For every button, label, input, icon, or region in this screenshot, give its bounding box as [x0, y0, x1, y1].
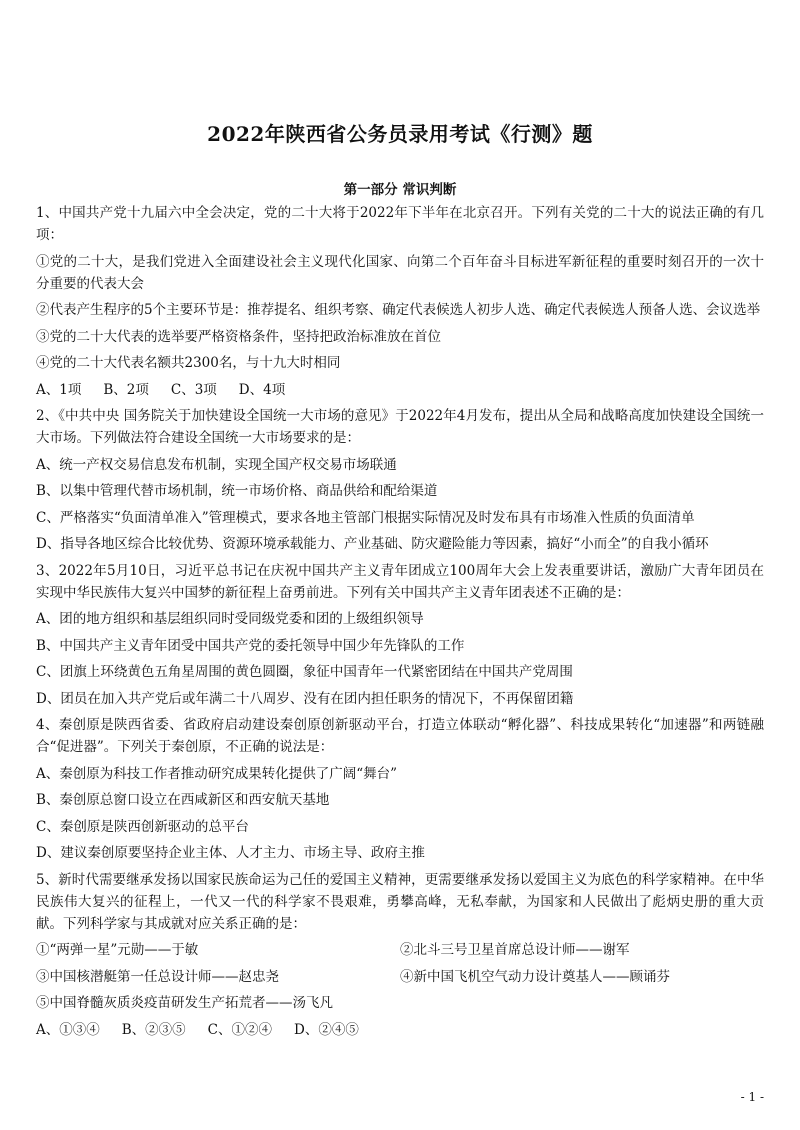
question-1-option-a: A、1项	[36, 381, 82, 398]
questions-body	[36, 202, 764, 1045]
question-5-statement-3: ③中国核潜艇第一任总设计师——赵忠尧	[36, 968, 279, 985]
question-4-stem: 4、秦创原是陕西省委、省政府启动建设秦创原创新驱动平台，打造立体联动“孵化器”、科技成果转化“加速器”和两链融合“促进器”。下列关于秦创原，不正确的说法是：	[36, 717, 764, 755]
question-3-option-a: A、团的地方组织和基层组织同时受同级党委和团的上级组织领导	[36, 611, 424, 627]
question-3-option-c: C、团旗上环绕黄色五角星周围的黄色圆圈，象征中国青年一代紧密团结在中国共产党周围	[36, 664, 573, 680]
question-2-option-a: A、统一产权交易信息发布机制，实现全国产权交易市场联通	[36, 456, 397, 473]
question-3-option-b: B、中国共产主义青年团受中国共产党的委托领导中国少年先锋队的工作	[36, 637, 465, 654]
question-1-statement-1: ①党的二十大，是我们党进入全面建设社会主义现代化国家、向第二个百年奋斗目标进军新征程的重要时刻召开的一次十分重要的代表大会	[36, 253, 764, 292]
question-1-statement-2: ②代表产生程序的5个主要环节是：推荐提名、组织考察、确定代表候选人初步人选、确定代表候选人预备人选、会议选举	[36, 302, 761, 318]
page-number: - 1 -	[740, 1090, 764, 1104]
question-4-option-a: A、秦创原为科技工作者推动研究成果转化提供了广阔“舞台”	[36, 765, 398, 782]
question-2-option-c: C、严格落实“负面清单准入”管理模式，要求各地主管部门根据实际情况及时发布具有市场准入性质的负面清单	[36, 509, 695, 526]
question-1-statement-4: ④党的二十大代表名额共2300名，与十九大时相同	[36, 355, 341, 371]
question-5-statement-1: ①“两弹一星”元勋——于敏	[36, 942, 199, 958]
question-2-option-b: B、以集中管理代替市场机制，统一市场价格、商品供给和配给渠道	[36, 483, 438, 499]
question-5-options	[36, 1019, 764, 1041]
question-5-option-d: D、②④⑤	[294, 1021, 359, 1038]
question-1-option-d: D、4项	[238, 381, 286, 398]
section-heading: 第一部分 常识判断	[343, 182, 457, 198]
question-5-statement-5: ⑤中国脊髓灰质炎疫苗研发生产拓荒者——汤飞凡	[36, 995, 333, 1011]
question-5-option-a: A、①③④	[36, 1021, 100, 1038]
question-1-option-c: C、3项	[170, 381, 217, 398]
question-5-statement-4: ④新中国飞机空气动力设计奠基人——顾诵芬	[400, 968, 670, 985]
question-5-option-c: C、①②④	[207, 1021, 273, 1038]
question-2-stem: 2、《中共中央 国务院关于加快建设全国统一大市场的意见》于2022年4月发布，提出从全局和战略高度加快建设全国统一大市场。下列做法符合建设全国统一大市场要求的是：	[36, 408, 764, 446]
question-5-option-b: B、②③⑤	[121, 1021, 186, 1038]
question-4-option-b: B、秦创原总窗口设立在西咸新区和西安航天基地	[36, 792, 330, 808]
question-1-stem: 1、中国共产党十九届六中全会决定，党的二十大将于2022年下半年在北京召开。下列有关党的二十大的说法正确的有几项：	[36, 205, 764, 243]
question-4-option-c: C、秦创原是陕西创新驱动的总平台	[36, 818, 249, 835]
question-5-statements	[36, 939, 764, 988]
question-1-options	[36, 379, 764, 401]
question-5-statement-2: ②北斗三号卫星首席总设计师——谢军	[400, 942, 630, 958]
page-title: 2022年陕西省公务员录用考试《行测》题	[207, 122, 593, 146]
question-1-option-b: B、2项	[103, 381, 149, 398]
question-1-statement-3: ③党的二十大代表的选举要严格资格条件，坚持把政治标准放在首位	[36, 328, 441, 345]
question-3-option-d: D、团员在加入共产党后或年满二十八周岁、没有在团内担任职务的情况下，不再保留团籍	[36, 690, 574, 707]
question-5-stem: 5、新时代需要继承发扬以国家民族命运为己任的爱国主义精神，更需要继承发扬以爱国主义为底色的科学家精神。在中华民族伟大复兴的征程上，一代又一代的科学家不畏艰难，勇攀高峰，无私奉献，为国家和人民做出了彪炳史册的重大贡献。下列科学家与其成就对应关系正确的是：	[36, 871, 764, 932]
question-2-option-d: D、指导各地区综合比较优势、资源环境承载能力、产业基础、防灾避险能力等因素，搞好“小而全”的自我小循环	[36, 536, 709, 552]
question-4-option-d: D、建议秦创原要坚持企业主体、人才主力、市场主导、政府主推	[36, 845, 425, 861]
question-3-stem: 3、2022年5月10日，习近平总书记在庆祝中国共产主义青年团成立100周年大会上发表重要讲话，激励广大青年团员在实现中华民族伟大复兴中国梦的新征程上奋勇前进。下列有关中国共产主义青年团表述不正确的是：	[36, 562, 764, 601]
